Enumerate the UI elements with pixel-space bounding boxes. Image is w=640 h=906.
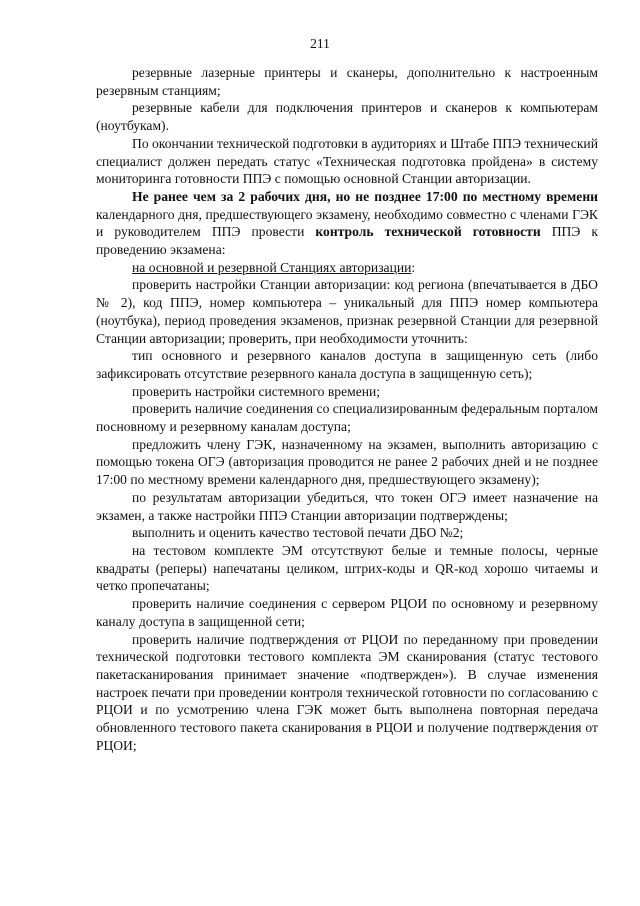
paragraph-p14 — [96, 595, 598, 630]
text-segment: резервные лазерные принтеры и сканеры, дополнительно к настроенным резервным станциям; — [96, 65, 598, 98]
text-segment: предложить члену ГЭК, назначенному на экзамен, выполнить авторизацию с помощью токена ОГЭ (авторизация проводится не ранее 2 рабочих дней и не позднее 17:00 по местному времени календарного дня, предшествующего экзамену); — [96, 436, 598, 488]
paragraph-p6 — [96, 276, 598, 347]
paragraph-p8 — [96, 383, 598, 401]
paragraph-p9 — [96, 400, 598, 435]
paragraph-p2 — [96, 99, 598, 134]
paragraph-p5 — [96, 259, 598, 277]
text-segment: проверить наличие соединения с сервером РЦОИ по основному и резервному каналу доступа в защищенной сети; — [96, 596, 598, 629]
paragraph-p7 — [96, 347, 598, 382]
text-segment: на основной и резервной Станциях авторизации — [132, 259, 412, 275]
paragraph-p12 — [96, 524, 598, 542]
paragraph-p4 — [96, 188, 598, 259]
paragraph-p10 — [96, 436, 598, 489]
page-number: 211 — [310, 36, 330, 51]
text-segment: контроль технической готовности — [315, 224, 541, 240]
text-segment: По окончании технической подготовки в аудиториях и Штабе ППЭ технический специалист должен передать статус «Техническая подготовка пройдена» в систему мониторинга готовности ППЭ с помощью основной Станции авторизации. — [96, 135, 598, 187]
text-segment: тип основного и резервного каналов доступа в защищенную сеть (либо зафиксировать отсутствие резервного канала доступа в защищенную сеть); — [96, 348, 598, 381]
text-segment: проверить настройки Станции авторизации: код региона (впечатывается в ДБО № 2), код ППЭ, номер компьютера – уникальный для ППЭ номер компьютера (ноутбука), период проведения экзаменов, признак резервной Станции для резервной Станции авторизации; проверить, при необходимости уточнить: — [96, 277, 598, 346]
text-segment: проверить наличие подтверждения от РЦОИ по переданному при проведении технической подготовки тестового комплекта ЭМ сканирования (статус тестового пакетасканирования принимает значение «подтвержден»). В случае изменения настроек печати при проведении контроля технической готовности по согласованию с РЦОИ и по усмотрению члена ГЭК может быть выполнена повторная передача обновленного тестового пакета сканирования в РЦОИ и получение подтверждения от РЦОИ; — [96, 631, 598, 753]
paragraph-p3 — [96, 135, 598, 188]
paragraph-p13 — [96, 542, 598, 595]
text-segment: по результатам авторизации убедиться, что токен ОГЭ имеет назначение на экзамен, а также настройки ППЭ Станции авторизации подтверждены; — [96, 489, 598, 523]
text-segment: Не ранее чем за 2 рабочих дня, но не позднее 17:00 по местному времени — [132, 188, 598, 204]
text-segment: календарного дня, предшествующего экзамену, необходимо совместно с членами ГЭК и руководителем ППЭ провести — [96, 206, 598, 240]
paragraph-p15 — [96, 631, 598, 755]
text-segment: : — [411, 259, 416, 275]
text-segment: ППЭ к проведению экзамена: — [96, 224, 598, 258]
document-body — [96, 64, 598, 754]
text-segment: проверить настройки системного времени; — [132, 383, 381, 399]
paragraph-p1 — [96, 64, 598, 99]
text-segment: выполнить и оценить качество тестовой печати ДБО №2; — [132, 525, 464, 541]
text-segment: проверить наличие соединения со специализированным федеральным порталом посновному и резервному каналам доступа; — [96, 401, 598, 435]
text-segment: на тестовом комплекте ЭМ отсутствуют белые и темные полосы, черные квадраты (реперы) напечатаны целиком, штрих-коды и QR-код хорошо читаемы и четко пропечатаны; — [96, 542, 598, 594]
paragraph-p11 — [96, 489, 598, 524]
text-segment: резервные кабели для подключения принтеров и сканеров к компьютерам (ноутбукам). — [96, 100, 598, 134]
